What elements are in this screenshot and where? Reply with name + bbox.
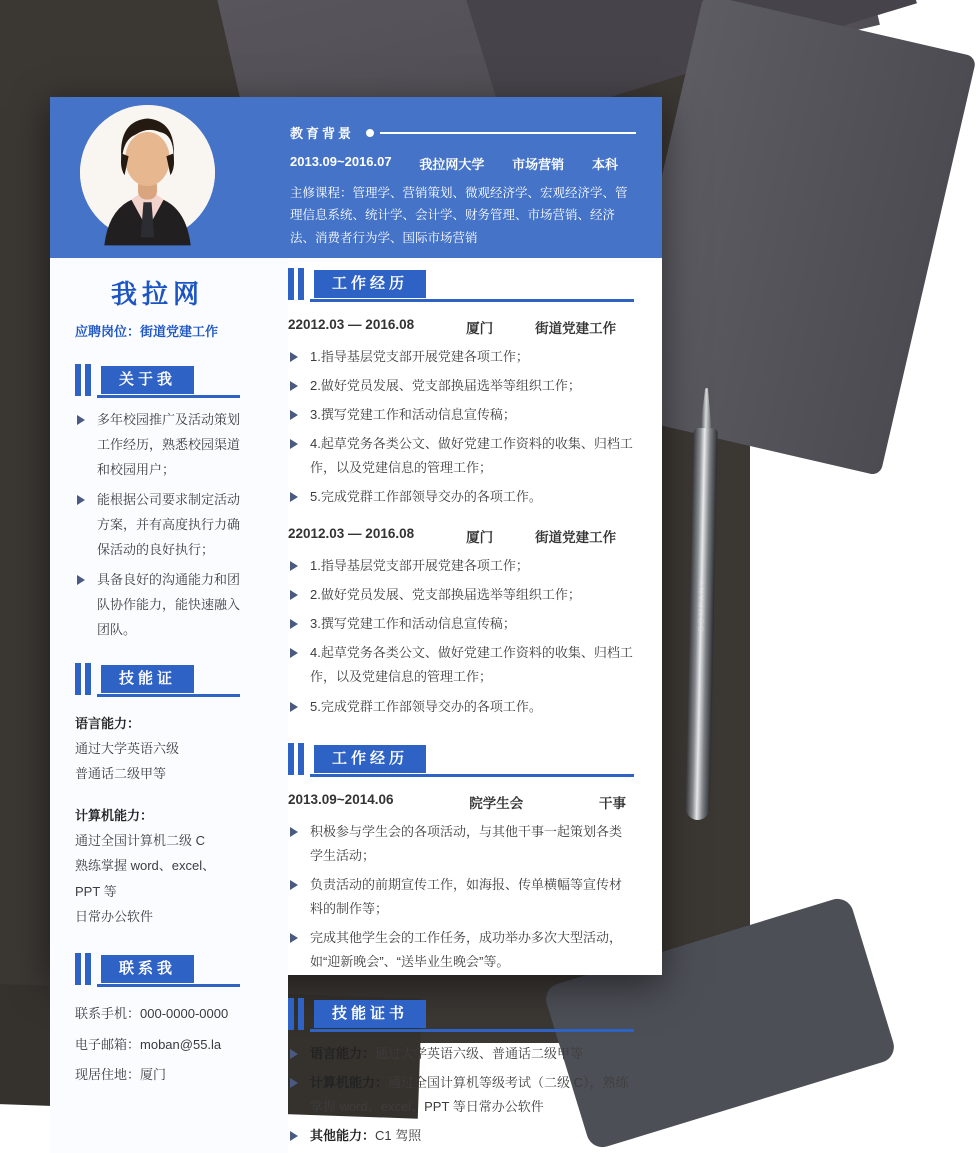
work-org: 厦门 [466, 530, 494, 546]
list-item [288, 873, 634, 921]
list-item [288, 1071, 634, 1119]
duty-text: 4.起草党务各类公文、做好党建工作资料的收集、归档工作，以及党建信息的管理工作； [310, 645, 633, 685]
bar-icon [75, 953, 81, 985]
arrow-bullet-icon [290, 1131, 298, 1141]
portrait-photo-icon [80, 105, 215, 240]
contact-value: 厦门 [140, 1067, 167, 1083]
about-item-text: 多年校园推广及活动策划工作经历，熟悉校园渠道和校园用户； [97, 412, 241, 477]
section-title: 联系我 [101, 955, 194, 983]
work-duty-list [288, 345, 634, 509]
section-header-work-2 [288, 743, 634, 775]
list-item [288, 374, 634, 398]
section-header-contact [75, 953, 240, 985]
education-header [290, 123, 636, 142]
list-item [288, 554, 634, 578]
duty-text: 负责活动的前期宣传工作，如海报、传单横幅等宣传材料的制作等； [310, 876, 623, 916]
list-item [288, 403, 634, 427]
contact-phone [75, 999, 240, 1030]
section-title: 关于我 [101, 366, 194, 394]
main-column [288, 258, 662, 1153]
duty-text: 2.做好党员发展、党支部换届选举等组织工作； [310, 378, 581, 394]
work-duty-list [288, 554, 634, 718]
skill-group [75, 711, 240, 787]
list-item [288, 695, 634, 719]
arrow-bullet-icon [77, 575, 85, 585]
arrow-bullet-icon [290, 410, 298, 420]
bar-icon [298, 998, 304, 1030]
arrow-bullet-icon [290, 702, 298, 712]
arrow-bullet-icon [290, 352, 298, 362]
section-rule [310, 299, 634, 302]
bar-icon [288, 743, 294, 775]
arrow-bullet-icon [290, 381, 298, 391]
list-item [288, 432, 634, 480]
skill-line: 普通话二级甲等 [75, 766, 167, 782]
education-courses: 主修课程：管理学、营销策划、微观经济学、宏观经济学、管理信息系统、统计学、会计学、财务管理、市场营销、经济法、消费者行为学、国际市场营销 [290, 186, 628, 245]
work-role: 干事 [598, 795, 626, 811]
pen-engraving-text: COMPANY [696, 577, 707, 632]
cert-text [310, 1124, 634, 1148]
bar-icon [85, 364, 91, 396]
arrow-bullet-icon [290, 1049, 298, 1059]
arrow-bullet-icon [290, 439, 298, 449]
contact-value: moban@55.la [140, 1036, 222, 1052]
section-header-skills [75, 663, 240, 695]
section-header-work-1 [288, 268, 634, 300]
education-degree: 本科 [591, 157, 618, 172]
pen-tip-icon [700, 388, 712, 428]
list-item [288, 926, 634, 974]
cert-text [310, 1042, 634, 1066]
work-period: 22012.03 — 2016.08 [288, 526, 415, 542]
skill-group [75, 803, 240, 930]
skill-line: 通过全国计算机二级 C [75, 832, 206, 848]
cert-label: 其他能力： [310, 1127, 376, 1143]
cert-text [310, 1071, 634, 1119]
skill-group-label: 计算机能力： [75, 807, 154, 823]
section-header-certs [288, 998, 634, 1030]
skill-group-label: 语言能力： [75, 715, 141, 731]
bar-icon [75, 364, 81, 396]
contact-label: 电子邮箱： [75, 1036, 141, 1052]
bar-icon [288, 268, 294, 300]
section-rule [310, 774, 634, 777]
education-title: 教育背景 [290, 126, 355, 141]
contact-label: 联系手机： [75, 1006, 141, 1022]
section-title: 技能证书 [314, 1000, 426, 1028]
contact-list [75, 999, 240, 1091]
work-duty-list [288, 820, 634, 974]
section-title: 工作经历 [314, 745, 426, 773]
arrow-bullet-icon [290, 1078, 298, 1088]
duty-text: 1.指导基层党支部开展党建各项工作； [310, 349, 529, 364]
section-title: 工作经历 [314, 270, 426, 298]
bar-icon [288, 998, 294, 1030]
about-item-text: 具备良好的沟通能力和团队协作能力，能快速融入团队。 [97, 571, 241, 637]
resume-page [50, 97, 662, 1143]
duty-text: 完成其他学生会的工作任务，成功举办多次大型活动，如“迎新晚会”、“送毕业生晚会”等。 [310, 929, 623, 969]
arrow-bullet-icon [290, 561, 298, 571]
banner [50, 97, 662, 258]
arrow-bullet-icon [77, 495, 85, 505]
cert-label: 语言能力： [310, 1045, 376, 1061]
arrow-bullet-icon [77, 415, 85, 425]
bar-icon [75, 663, 81, 695]
education-school: 我拉网大学 [419, 157, 485, 172]
list-item [75, 408, 240, 483]
work-org: 院学生会 [469, 795, 524, 811]
list-item [288, 583, 634, 607]
section-header-about [75, 364, 240, 396]
work-entry-header [288, 792, 634, 812]
arrow-bullet-icon [290, 619, 298, 629]
sidebar [50, 258, 288, 1153]
duty-text: 积极参与学生会的各项活动，与其他干事一起策划各类学生活动； [310, 823, 623, 863]
duty-text: 5.完成党群工作部领导交办的各项工作。 [310, 489, 542, 505]
section-title: 技能证 [101, 665, 194, 693]
work-period: 2013.09~2014.06 [288, 791, 394, 807]
cert-list [288, 1042, 634, 1148]
about-list [75, 408, 240, 643]
work-entry-header [288, 317, 634, 337]
list-item [75, 488, 240, 563]
education-section [290, 123, 636, 249]
contact-address [75, 1060, 240, 1091]
section-rule [97, 395, 240, 398]
bar-icon [298, 268, 304, 300]
applied-position: 应聘岗位：街道党建工作 [75, 324, 219, 339]
list-item [288, 820, 634, 868]
about-item-text: 能根据公司要求制定活动方案，并有高度执行力确保活动的良好执行； [97, 491, 241, 557]
work-entry-header [288, 526, 634, 546]
list-item [288, 485, 634, 509]
skill-line: 熟练掌握 word、excel、PPT 等 [75, 858, 216, 899]
section-rule [310, 1029, 634, 1032]
arrow-bullet-icon [290, 492, 298, 502]
contact-value: 000-0000-0000 [140, 1006, 229, 1022]
work-org: 厦门 [466, 321, 494, 336]
skill-line: 通过大学英语六级 [75, 740, 180, 756]
education-entry [290, 154, 636, 173]
bar-icon [85, 953, 91, 985]
section-rule [97, 694, 240, 697]
bar-icon [85, 663, 91, 695]
contact-email [75, 1030, 240, 1061]
bar-icon [298, 743, 304, 775]
arrow-bullet-icon [290, 933, 298, 943]
skill-line: 日常办公软件 [75, 908, 154, 924]
list-item [288, 1124, 634, 1148]
arrow-bullet-icon [290, 827, 298, 837]
section-rule [97, 984, 240, 987]
cert-value: 通过大学英语六级、普通话二级甲等 [375, 1045, 584, 1061]
work-period: 22012.03 — 2016.08 [288, 317, 415, 332]
logo-text: 我拉网 [110, 279, 204, 309]
divider-line [380, 132, 636, 134]
work-role: 街道党建工作 [535, 530, 617, 546]
duty-text: 5.完成党群工作部领导交办的各项工作。 [310, 698, 542, 714]
arrow-bullet-icon [290, 880, 298, 890]
list-item [75, 568, 240, 643]
cert-value: 通过全国计算机等级考试（二级 C），熟练掌握 word、excel、PPT 等日常办公软件 [310, 1074, 629, 1114]
avatar [80, 105, 215, 240]
list-item [288, 345, 634, 369]
arrow-bullet-icon [290, 648, 298, 658]
pen [683, 388, 720, 824]
arrow-bullet-icon [290, 590, 298, 600]
duty-text: 2.做好党员发展、党支部换届选举等组织工作； [310, 587, 581, 603]
contact-label: 现居住地： [75, 1067, 141, 1083]
list-item [288, 612, 634, 636]
dot-icon [366, 129, 374, 137]
pen-body [686, 428, 718, 820]
list-item [288, 641, 634, 689]
cert-label: 计算机能力： [310, 1074, 389, 1090]
duty-text: 1.指导基层党支部开展党建各项工作； [310, 558, 529, 574]
duty-text: 4.起草党务各类公文、做好党建工作资料的收集、归档工作，以及党建信息的管理工作； [310, 436, 633, 476]
work-role: 街道党建工作 [535, 321, 617, 336]
education-period: 2013.09~2016.07 [290, 154, 392, 169]
duty-text: 3.撰写党建工作和活动信息宣传稿； [310, 616, 516, 632]
cert-value: C1 驾照 [375, 1127, 422, 1143]
list-item [288, 1042, 634, 1066]
education-major: 市场营销 [512, 157, 565, 172]
duty-text: 3.撰写党建工作和活动信息宣传稿； [310, 407, 516, 423]
